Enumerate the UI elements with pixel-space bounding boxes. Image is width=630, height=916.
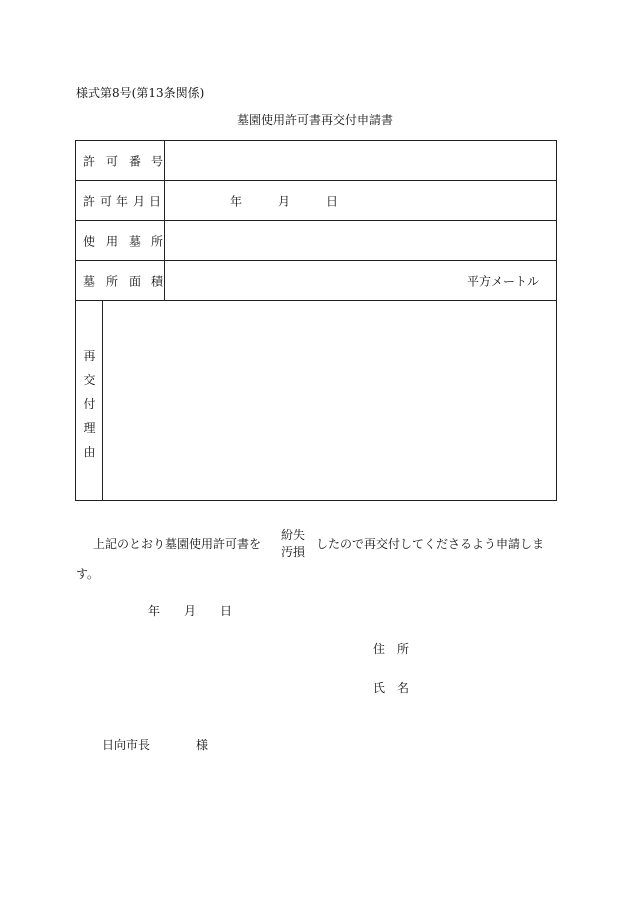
- document-title: 墓園使用許可書再交付申請書: [236, 113, 393, 127]
- label-plot-area: 墓 所 面 積: [76, 261, 165, 300]
- addressee-honorific: 様: [196, 738, 209, 752]
- label-reissue-reason: 再 交 付 理 由: [76, 301, 103, 500]
- field-plot-location[interactable]: [165, 221, 556, 260]
- application-month: 月: [184, 604, 197, 618]
- date-day: 日: [326, 194, 339, 208]
- field-permit-number[interactable]: [165, 141, 556, 180]
- address-label-1: 住: [373, 642, 386, 656]
- application-table: [75, 140, 557, 501]
- row-permit-number: [76, 141, 556, 181]
- addressee-name: 日向市長: [102, 738, 151, 752]
- label-permit-date: 許 可 年 月 日: [76, 181, 165, 220]
- form-number: 様式第8号(第13条関係): [76, 86, 205, 100]
- name-label-2: 名: [397, 681, 410, 695]
- label-plot-location: 使 用 墓 所: [76, 221, 165, 260]
- label-permit-number: 許 可 番 号: [76, 141, 165, 180]
- row-plot-area: [76, 261, 556, 301]
- application-day: 日: [220, 604, 233, 618]
- statement-continuation: す。: [76, 567, 100, 581]
- date-month: 月: [278, 194, 291, 208]
- date-year: 年: [230, 194, 243, 208]
- field-reissue-reason[interactable]: [103, 301, 556, 500]
- statement-after: したので再交付してくださるよう申請しま: [316, 537, 545, 551]
- row-plot-location: [76, 221, 556, 261]
- address-label-2: 所: [397, 642, 410, 656]
- field-permit-date[interactable]: [165, 181, 556, 220]
- option-lost: 紛失: [281, 528, 306, 542]
- application-year: 年: [148, 604, 161, 618]
- option-damaged: 汚損: [281, 545, 306, 559]
- statement-before: 上記のとおり墓園使用許可書を: [93, 537, 262, 551]
- row-permit-date: [76, 181, 556, 221]
- name-label-1: 氏: [373, 681, 386, 695]
- area-unit: 平方メートル: [466, 274, 539, 288]
